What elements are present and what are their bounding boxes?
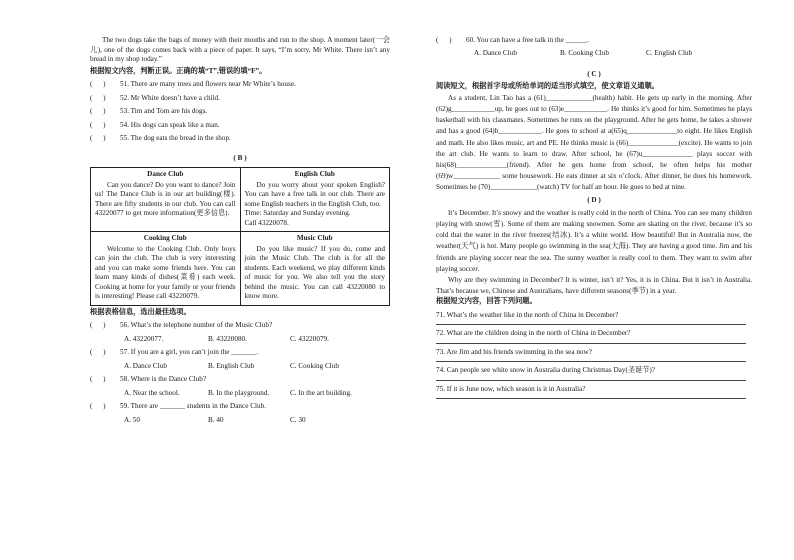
- mc-instruction: 根据表格信息，选出最佳选项。: [90, 307, 191, 316]
- short-answer-question: 75. If it is June now, which season is it in Australia?: [436, 384, 586, 393]
- mc-option[interactable]: B. In the playground.: [208, 388, 270, 397]
- section-d-paragraph-1: It’s December. It’s snowy and the weather is really cold in the north of China. You can see many children playing with snow(雪). Some of them are making snowmen. Some are skating on the river, because it’s so cold that the water in the river freezes(结冰). It’s a white world. How beautiful! But in Australia now, the weather(天气) is hot. Many people go swimming in the sea(大海). They are having a good time. Jim and his friends are playing soccer near the sea. The sunny weather is really cool to them. They want to swim after playing soccer.: [436, 208, 752, 273]
- tf-question-text: 51. There are many trees and flowers near Mr White’s house.: [120, 80, 296, 88]
- music-club-name: Music Club: [296, 234, 333, 242]
- english-club-name: English Club: [294, 170, 335, 178]
- tf-question-text: 55. The dog eats the bread in the shop.: [120, 134, 231, 142]
- mc-question: [90, 402, 390, 425]
- english-club-phone: Call 43220078.: [244, 218, 289, 227]
- short-answer-list: [436, 311, 752, 400]
- section-c-title: ( C ): [587, 70, 601, 78]
- short-answer-question: 73. Are Jim and his friends swimming in the sea now?: [436, 347, 592, 356]
- cooking-club-cell: [91, 232, 241, 306]
- question-60: [436, 36, 752, 58]
- mc-question-stem: 58. Where is the Dance Club?: [120, 375, 207, 383]
- section-b-title: ( B ): [233, 153, 247, 162]
- passage-a-ending: The two dogs take the bags of money with their mouths and run to the shop. A moment later(一会儿), one of the dogs comes back with a piece of paper. It says, “I’m sorry, Mr White. There isn’t any bread in my shop today.”: [90, 36, 390, 63]
- mc-question-stem: 57. If you are a girl, you can’t join the _______.: [120, 348, 259, 356]
- answer-paren[interactable]: ( ): [90, 93, 106, 102]
- short-answer-question: 72. What are the children doing in the north of China in December?: [436, 329, 631, 338]
- section-c-instruction: 阅读短文，根据首字母或所给单词的适当形式填空，使文章语义通顺。: [436, 81, 659, 90]
- right-column: [436, 0, 752, 402]
- mc-question: [90, 348, 390, 371]
- short-answer-question: 74. Can people see white snow in Australia during Christmas Day(圣诞节)?: [436, 366, 655, 375]
- dance-club-text: Can you dance? Do you want to dance? Join us! The Dance Club is in our art building(楼). There are fifty students in our club. You can call 43220077 to get more information(更多信息).: [95, 180, 236, 217]
- mc-option[interactable]: A. 43220077.: [124, 334, 164, 343]
- answer-paren[interactable]: ( ): [90, 120, 106, 129]
- q60-option-c[interactable]: C. English Club: [646, 48, 693, 57]
- mc-question: [90, 375, 390, 398]
- tf-question-row: [90, 134, 390, 144]
- answer-paren[interactable]: ( ): [90, 134, 106, 142]
- music-club-cell: [240, 232, 390, 306]
- answer-paren[interactable]: ( ): [90, 348, 106, 356]
- left-column: [90, 0, 390, 425]
- tf-instruction: 根据短文内容，判断正误。正确的填“T”,错误的填“F”。: [90, 66, 267, 75]
- section-c-passage: As a student, Lin Tao has a (61)_____________(health) habit. He gets up early in the morning. After (62)g____________up, he goes out to (63)e____________. He thinks it’s good for him. Sometimes he plays basketball with his classmates. Sometimes he runs on the playground. After he gets home, he takes a shower and has a good (64)b____________. He goes to school at a(65)q______________to eight. He likes English and math. He also likes music, art and PE. He thinks music is (66)______________(excite). He wants to join the art club. He wants to learn to draw. After school, he (67)u______________ plays soccer with his(68)______________(friend). After he gets home from school, he often helps his mother (69)w_____________ some housework. He eats dinner at six o’clock. After dinner, he does his homework. Sometimes he (70)_____________(watch) TV for half an hour. He goes to bed at nine.: [436, 94, 752, 192]
- cooking-club-name: Cooking Club: [143, 234, 187, 242]
- answer-line[interactable]: [436, 320, 746, 325]
- tf-question-text: 54. His dogs can speak like a man.: [120, 120, 220, 129]
- section-d-instruction: 根据短文内容，回答下列问题。: [436, 297, 537, 306]
- tf-question-list: [90, 80, 390, 144]
- mc-option[interactable]: A. 50: [124, 415, 140, 424]
- answer-paren[interactable]: ( ): [90, 375, 106, 383]
- english-club-cell: [240, 168, 390, 232]
- answer-line[interactable]: [436, 376, 746, 381]
- dance-club-cell: [91, 168, 241, 232]
- mc-question-stem: 59. There are _______ students in the Dance Club.: [120, 402, 266, 410]
- mc-option[interactable]: A. Near the school.: [124, 388, 180, 397]
- cooking-club-text: Welcome to the Cooking Club. Only boys can join the club. The club is very interesting and you can make some friends here. You can learn many kinds of dishes(菜肴) each week. Cooking at home for your family or your friends is interesting! Please call 43220079.: [95, 244, 236, 300]
- mc-option[interactable]: C. Cooking Club: [290, 361, 339, 370]
- english-club-text: Do you worry about your spoken English? You can have a free talk in our club. There are some English teachers in the English Club, too.: [244, 180, 385, 208]
- answer-paren[interactable]: ( ): [90, 80, 106, 88]
- mc-option[interactable]: A. Dance Club: [124, 361, 167, 370]
- section-d-title: ( D ): [587, 196, 601, 205]
- mc-question-stem: 56. What’s the telephone number of the Music Club?: [120, 321, 273, 329]
- mc-question-list: [90, 321, 390, 425]
- tf-question-row: [90, 107, 390, 117]
- answer-line[interactable]: [436, 357, 746, 362]
- clubs-table: [90, 167, 390, 306]
- question-60-stem: 60. You can have a free talk in the ______.: [466, 36, 589, 44]
- music-club-text: Do you like music? If you do, come and join the Music Club. The club is for all the students. Each weekend, we play different kinds of music for you. We also tell you the story behind the music. You can call 43220080 to know more.: [244, 244, 385, 300]
- short-answer-question: 71. What’s the weather like in the north of China in December?: [436, 310, 619, 319]
- q60-option-b[interactable]: B. Cooking Club: [560, 48, 609, 57]
- answer-line[interactable]: [436, 394, 746, 399]
- mc-question: [90, 321, 390, 344]
- mc-option[interactable]: C. In the art building.: [290, 388, 352, 397]
- answer-paren[interactable]: ( ): [90, 321, 106, 329]
- mc-option[interactable]: C. 43220079.: [290, 334, 329, 343]
- answer-paren-60[interactable]: ( ): [436, 36, 452, 44]
- q60-option-a[interactable]: A. Dance Club: [474, 48, 517, 57]
- answer-paren[interactable]: ( ): [90, 107, 106, 115]
- section-d-paragraph-2: Why are they swimming in December? It is winter, isn’t it? Yes, it is in China. But it isn’t in Australia. That’s because we, Chinese and Australians, have different seasons(季节) in a year.: [436, 275, 752, 295]
- tf-question-text: 52. Mr White doesn’t have a child.: [120, 93, 220, 102]
- answer-paren[interactable]: ( ): [90, 402, 106, 410]
- tf-question-row: [90, 121, 390, 131]
- mc-option[interactable]: B. 40: [208, 415, 224, 424]
- english-club-time: Time: Saturday and Sunday evening.: [244, 209, 351, 217]
- mc-option[interactable]: B. 43220080.: [208, 334, 247, 343]
- mc-option[interactable]: B. English Club: [208, 361, 255, 370]
- tf-question-row: [90, 80, 390, 90]
- mc-option[interactable]: C. 30: [290, 415, 306, 424]
- tf-question-text: 53. Tim and Tom are his dogs.: [120, 107, 208, 115]
- tf-question-row: [90, 94, 390, 104]
- dance-club-name: Dance Club: [147, 170, 184, 178]
- answer-line[interactable]: [436, 339, 746, 344]
